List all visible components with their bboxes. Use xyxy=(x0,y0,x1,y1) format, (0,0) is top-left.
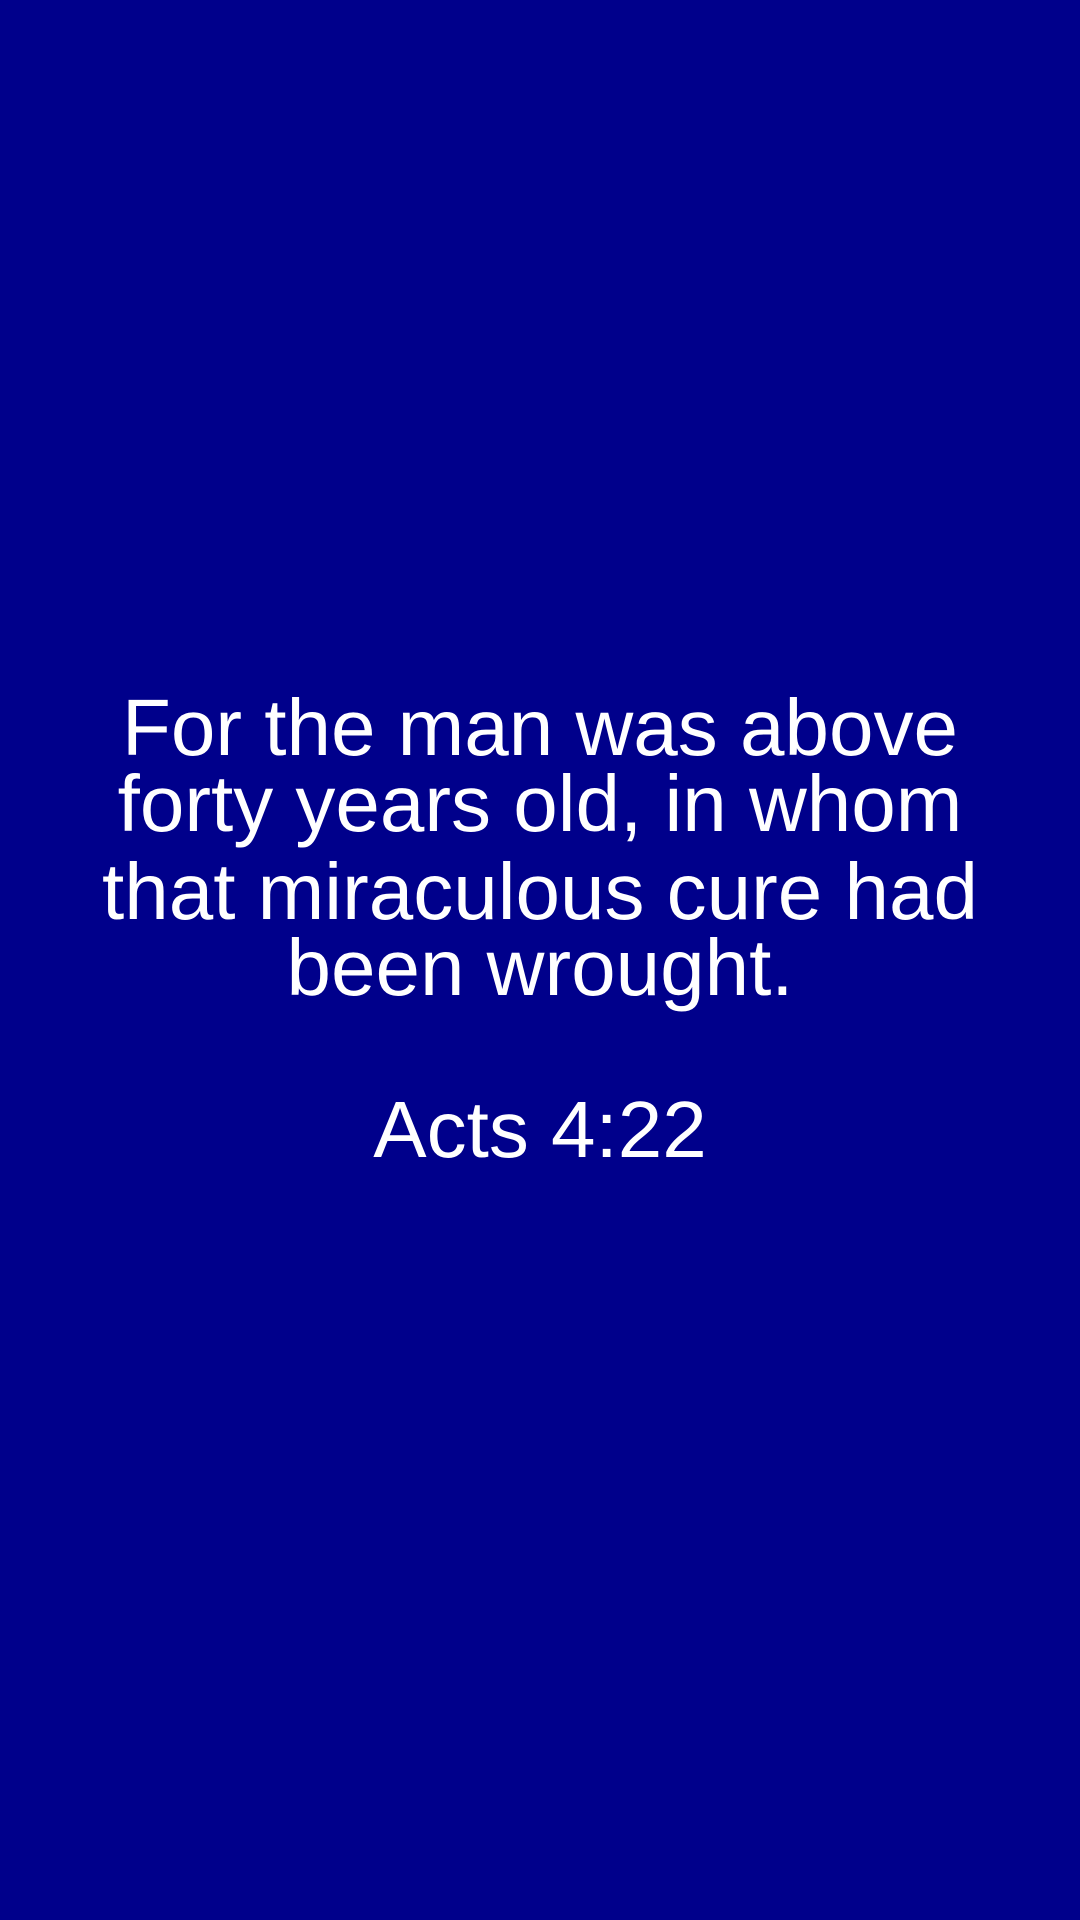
verse-reference: Acts 4:22 xyxy=(373,1085,707,1174)
verse-line-4: been wrought. xyxy=(286,923,794,1012)
verse-line-1: For the man was above xyxy=(122,683,958,772)
verse-line-2: forty years old, in whom xyxy=(117,759,963,848)
verse-line-3: that miraculous cure had xyxy=(101,847,978,936)
